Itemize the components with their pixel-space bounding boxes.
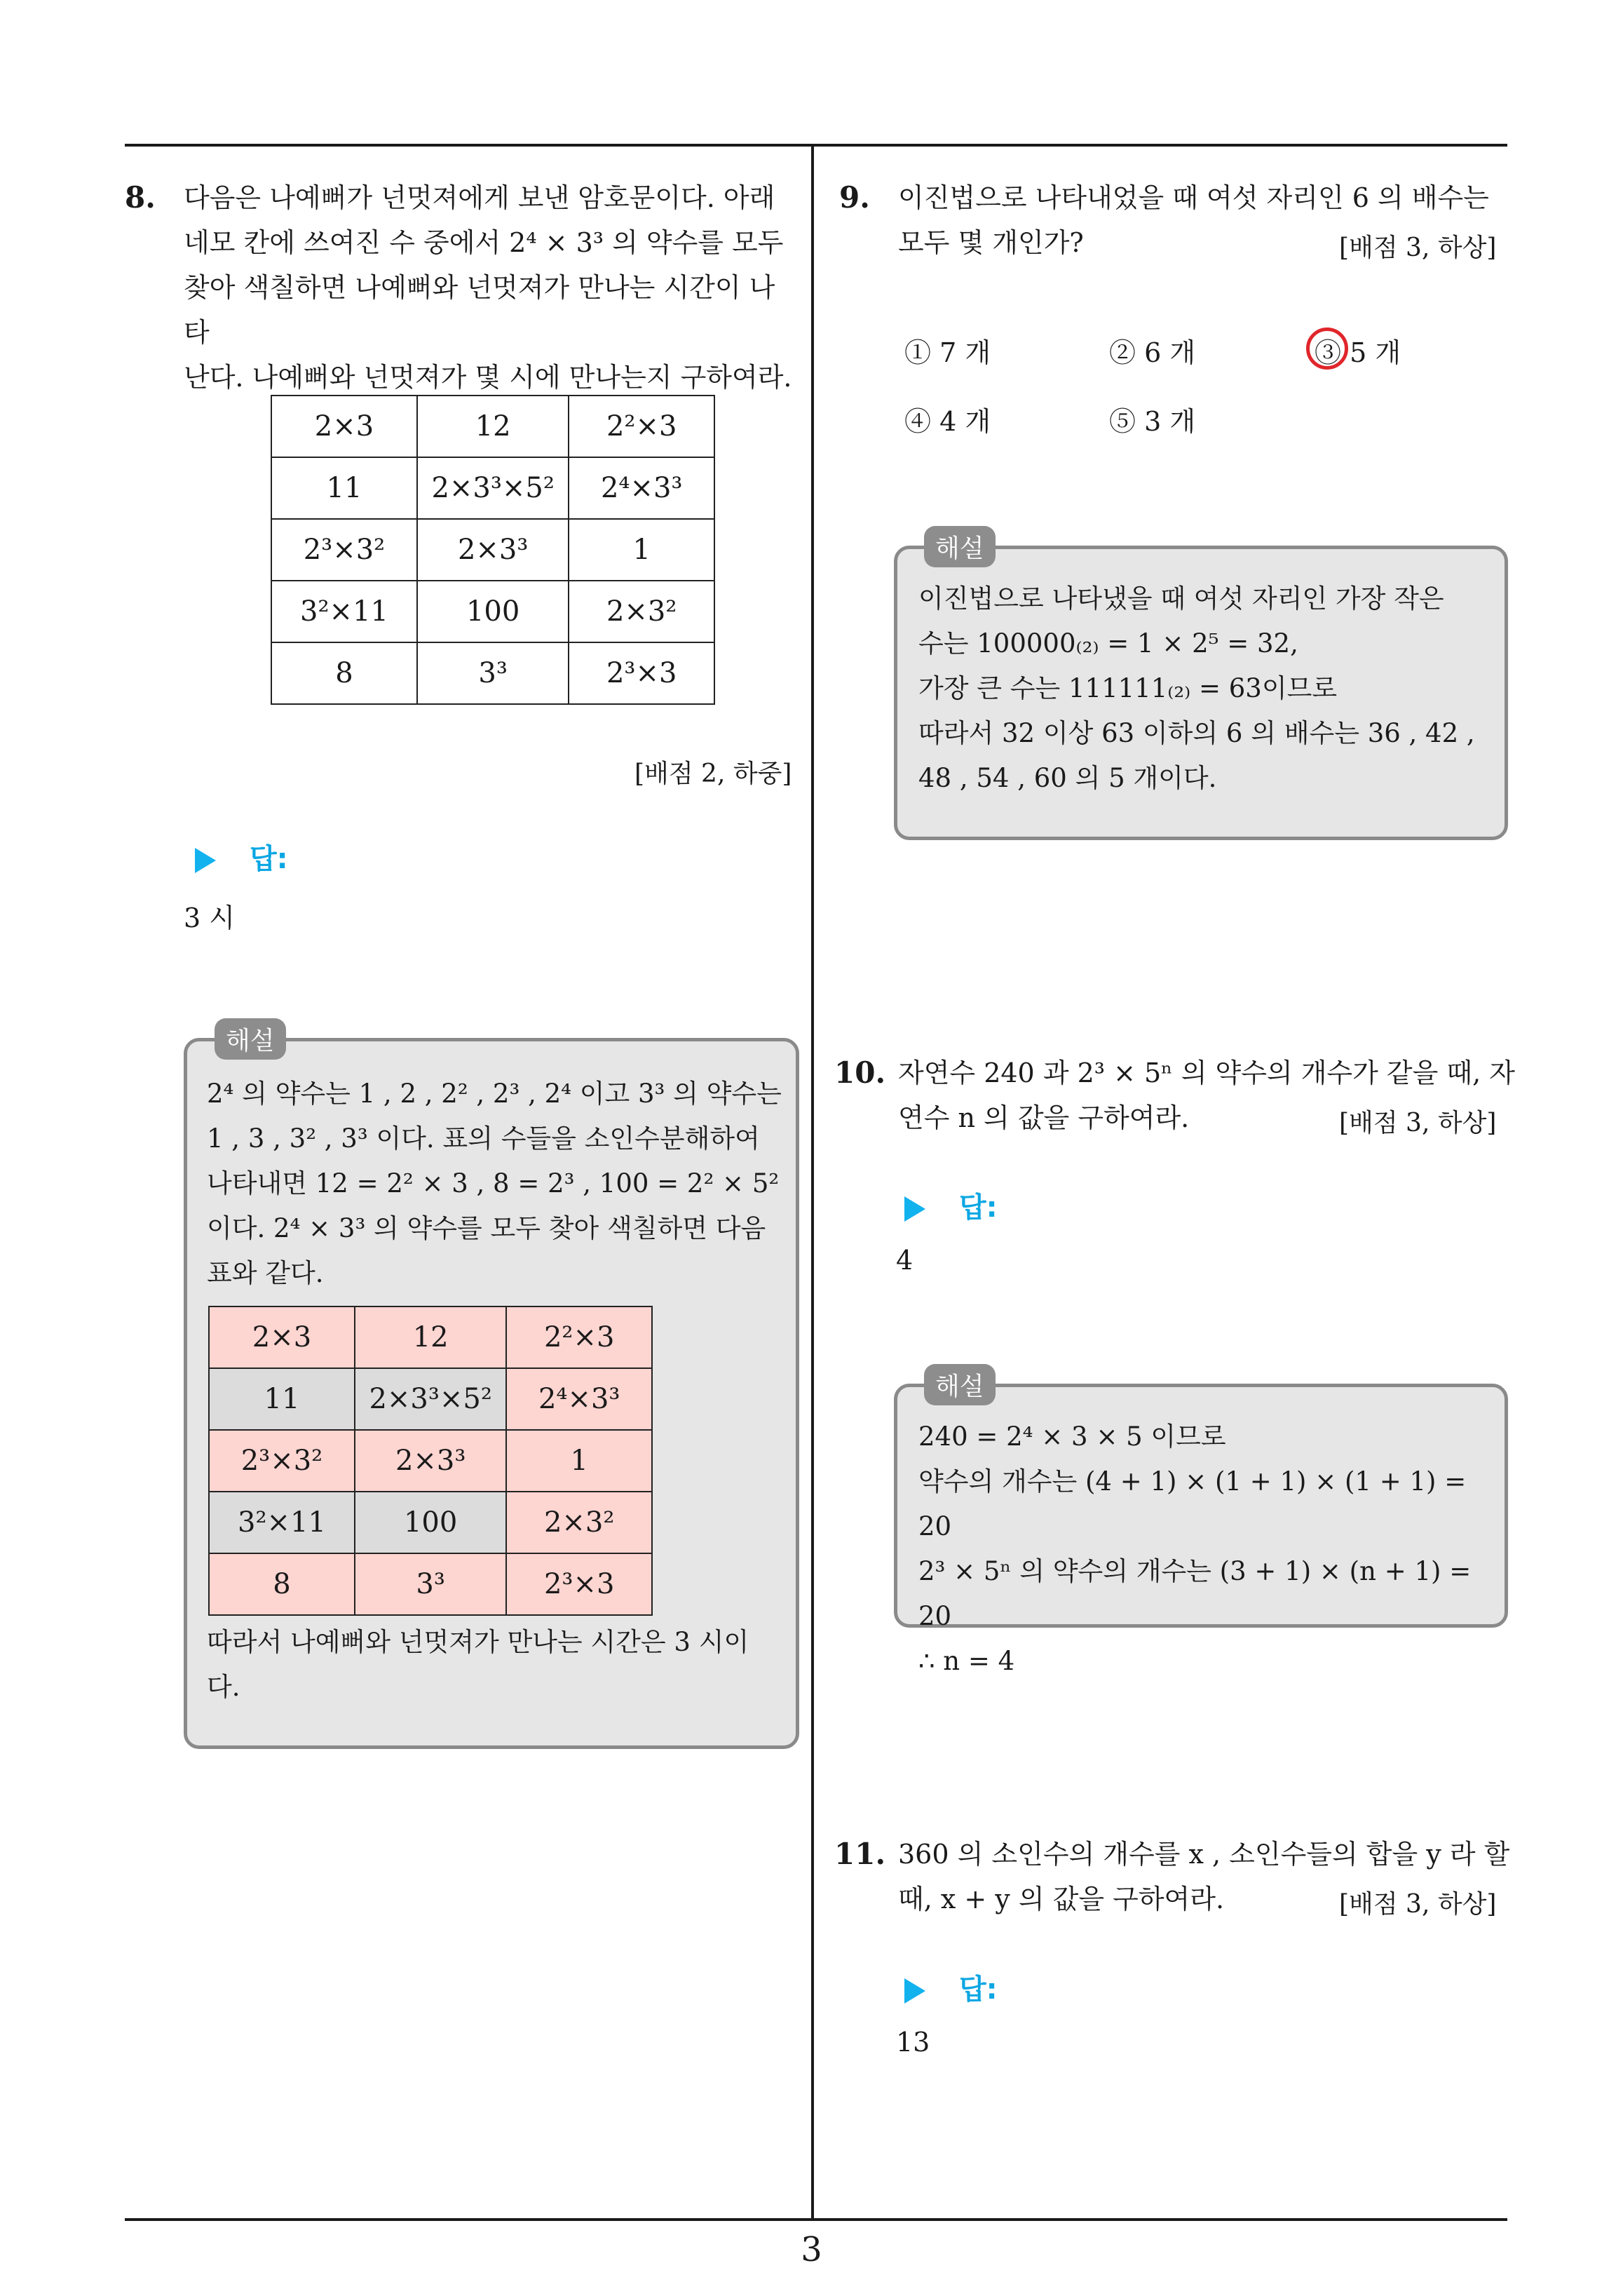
grid-row xyxy=(271,519,714,581)
explanation-line: 가장 큰 수는 111111₍₂₎ = 63이므로 xyxy=(918,673,1338,703)
answer-label: 답: xyxy=(959,1191,998,1224)
question-number: 10. xyxy=(834,1055,886,1090)
grid-row xyxy=(271,457,714,519)
top-rule xyxy=(125,144,1507,147)
grid-cell: 100 xyxy=(355,1492,506,1553)
question-line: 연수 n 의 값을 구하여라. xyxy=(898,1102,1190,1133)
grid-cell: 1 xyxy=(569,519,714,581)
question-number: 8. xyxy=(125,180,156,215)
grid-row xyxy=(271,396,714,457)
explanation-text xyxy=(918,1414,1500,1684)
question-number: 9. xyxy=(839,180,870,215)
page-number: 3 xyxy=(801,2230,822,2269)
answer-label: 답: xyxy=(959,1973,998,2006)
grid-row xyxy=(209,1306,652,1368)
grid-cell: 2×3 xyxy=(209,1306,355,1368)
explanation-line: 표와 같다. xyxy=(207,1258,324,1288)
grid-cell: 8 xyxy=(271,642,417,704)
grid-cell: 2×3² xyxy=(569,581,714,642)
question-line: 난다. 나예뻐와 넌멋져가 몇 시에 만나는지 구하여라. xyxy=(184,362,792,393)
grid-cell: 11 xyxy=(271,457,417,519)
explanation-line: 2⁴ 의 약수는 1 , 2 , 2² , 2³ , 2⁴ 이고 3³ 의 약수는 xyxy=(207,1079,782,1109)
answer-marker xyxy=(195,837,288,877)
question-line: 다음은 나예뻐가 넌멋져에게 보낸 암호문이다. 아래 xyxy=(184,182,775,213)
grid-cell: 3³ xyxy=(417,642,569,704)
triangle-icon xyxy=(195,848,216,873)
explanation-line: 수는 100000₍₂₎ = 1 × 2⁵ = 32, xyxy=(918,628,1298,659)
question-text xyxy=(184,175,801,400)
explanation-tag: 해설 xyxy=(215,1018,286,1060)
points-label: [배점 3, 하상] xyxy=(1339,1109,1497,1137)
grid-cell: 2³×3 xyxy=(506,1553,652,1615)
grid-cell: 1 xyxy=(506,1430,652,1492)
explanation-text xyxy=(207,1072,789,1296)
explanation-line: 따라서 32 이상 63 이하의 6 의 배수는 36 , 42 , xyxy=(918,718,1475,748)
question-number: 11. xyxy=(834,1837,886,1871)
answer-value: 4 xyxy=(896,1245,914,1276)
explanation-tag: 해설 xyxy=(924,526,996,567)
grid-cell: 12 xyxy=(417,396,569,457)
explanation-line: 48 , 54 , 60 의 5 개이다. xyxy=(918,763,1217,793)
explanation-line: 2³ × 5ⁿ 의 약수의 개수는 (3 + 1) × (n + 1) = 20 xyxy=(918,1556,1472,1631)
explanation-line: 나타내면 12 = 2² × 3 , 8 = 2³ , 100 = 2² × 5² xyxy=(207,1168,780,1198)
grid-cell: 8 xyxy=(209,1553,355,1615)
question-line: 때, x + y 의 값을 구하여라. xyxy=(898,1884,1225,1915)
answer-label: 답: xyxy=(250,843,288,875)
grid-cell: 3³ xyxy=(355,1553,506,1615)
bottom-rule xyxy=(125,2218,1507,2221)
conclusion-line: 따라서 나예뻐와 넌멋져가 만나는 시간은 3 시이 xyxy=(207,1627,749,1657)
triangle-icon xyxy=(904,1978,925,2004)
grid-row xyxy=(271,642,714,704)
grid-cell: 3²×11 xyxy=(209,1492,355,1553)
points-label: [배점 3, 하상] xyxy=(1339,1890,1497,1919)
conclusion-text xyxy=(207,1620,789,1710)
cipher-grid xyxy=(271,395,715,705)
grid-cell: 2³×3 xyxy=(569,642,714,704)
grid-cell: 2²×3 xyxy=(569,396,714,457)
grid-row xyxy=(271,581,714,642)
triangle-icon xyxy=(904,1196,925,1222)
question-line: 360 의 소인수의 개수를 x , 소인수들의 합을 y 라 할 xyxy=(898,1839,1510,1870)
column-divider xyxy=(811,144,814,2221)
grid-cell: 2³×3² xyxy=(271,519,417,581)
grid-cell: 11 xyxy=(209,1368,355,1430)
question-line: 자연수 240 과 2³ × 5ⁿ 의 약수의 개수가 같을 때, 자 xyxy=(898,1058,1515,1088)
selected-choice-circle-icon xyxy=(1306,327,1348,370)
grid-cell: 2×3³ xyxy=(355,1430,506,1492)
explanation-line: 1 , 3 , 3² , 3³ 이다. 표의 수들을 소인수분해하여 xyxy=(207,1123,760,1154)
question-line: 네모 칸에 쓰여진 수 중에서 2⁴ × 3³ 의 약수를 모두 xyxy=(184,227,784,258)
grid-cell: 2×3³ xyxy=(417,519,569,581)
conclusion-line: 다. xyxy=(207,1672,240,1702)
choice-3[interactable]: ③ 5 개 xyxy=(1315,337,1401,368)
explanation-line: 240 = 2⁴ × 3 × 5 이므로 xyxy=(918,1422,1226,1452)
explanation-text xyxy=(918,576,1500,801)
grid-cell: 2×3 xyxy=(271,396,417,457)
choice-4[interactable]: ④ 4 개 xyxy=(904,406,991,437)
grid-row xyxy=(209,1368,652,1430)
grid-cell: 2⁴×3³ xyxy=(569,457,714,519)
grid-row xyxy=(209,1430,652,1492)
explanation-tag: 해설 xyxy=(924,1364,996,1405)
grid-row xyxy=(209,1553,652,1615)
grid-cell: 2⁴×3³ xyxy=(506,1368,652,1430)
grid-cell: 2×3³×5² xyxy=(417,457,569,519)
explanation-line: 이진법으로 나타냈을 때 여섯 자리인 가장 작은 xyxy=(918,583,1444,614)
grid-cell: 2²×3 xyxy=(506,1306,652,1368)
answer-value: 13 xyxy=(896,2027,930,2058)
answer-marker xyxy=(904,1967,998,2007)
explanation-line: 약수의 개수는 (4 + 1) × (1 + 1) × (1 + 1) = 20 xyxy=(918,1466,1467,1541)
question-line: 찾아 색칠하면 나예뻐와 넌멋져가 만나는 시간이 나타 xyxy=(184,272,775,348)
choice-5[interactable]: ⑤ 3 개 xyxy=(1109,406,1196,437)
shaded-grid xyxy=(208,1306,653,1616)
question-line: 모두 몇 개인가? xyxy=(898,227,1084,258)
choice-2[interactable]: ② 6 개 xyxy=(1109,337,1196,368)
grid-cell: 2×3² xyxy=(506,1492,652,1553)
grid-cell: 2³×3² xyxy=(209,1430,355,1492)
choice-1[interactable]: ① 7 개 xyxy=(904,337,991,368)
grid-row xyxy=(209,1492,652,1553)
explanation-line: ∴ n = 4 xyxy=(918,1646,1015,1676)
grid-cell: 12 xyxy=(355,1306,506,1368)
answer-value: 3 시 xyxy=(184,903,235,933)
question-line: 이진법으로 나타내었을 때 여섯 자리인 6 의 배수는 xyxy=(898,182,1489,213)
answer-marker xyxy=(904,1185,998,1225)
points-label: [배점 2, 하중] xyxy=(634,759,792,788)
points-label: [배점 3, 하상] xyxy=(1339,234,1497,262)
grid-cell: 3²×11 xyxy=(271,581,417,642)
grid-cell: 100 xyxy=(417,581,569,642)
grid-cell: 2×3³×5² xyxy=(355,1368,506,1430)
explanation-line: 이다. 2⁴ × 3³ 의 약수를 모두 찾아 색칠하면 다음 xyxy=(207,1213,766,1243)
